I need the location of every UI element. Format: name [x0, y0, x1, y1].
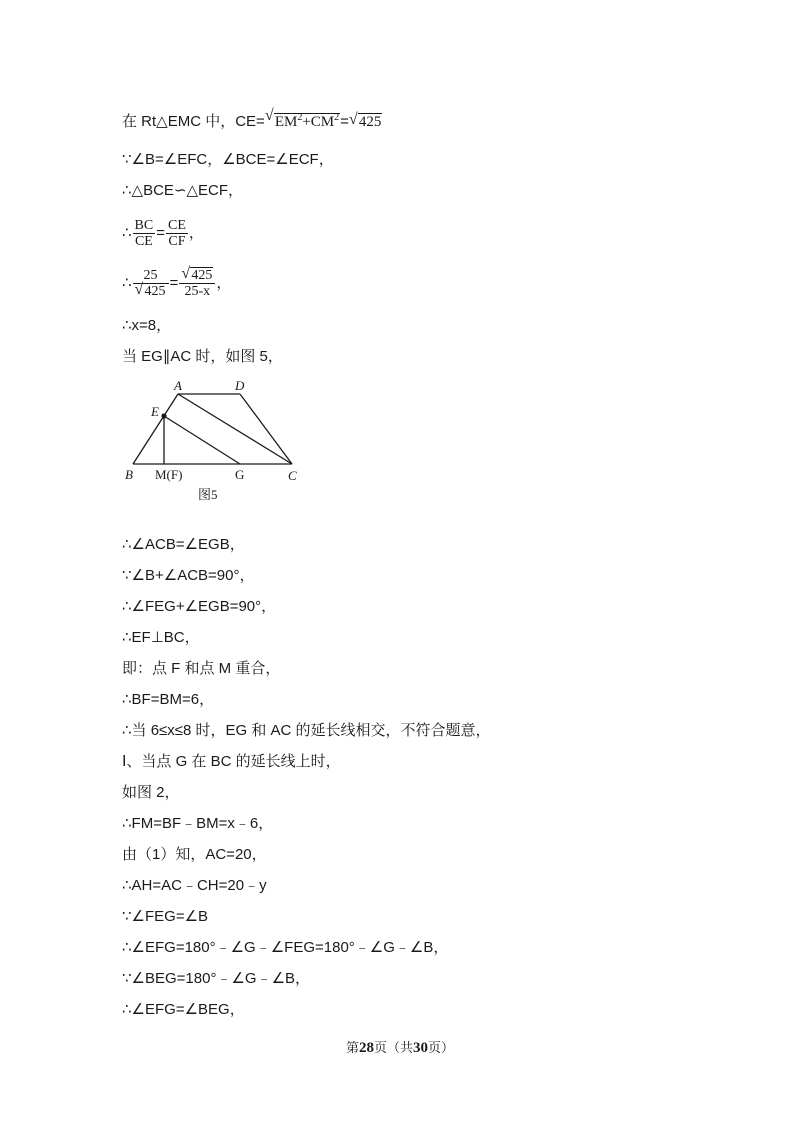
therefore: ∴ [122, 274, 132, 292]
segment-dc [240, 394, 292, 464]
line-9: ∵∠B+∠ACB=90°， [122, 567, 255, 584]
line-22: ∵∠BEG=180°﹣∠G﹣∠B， [122, 970, 311, 987]
line-11: ∴EF⊥BC， [122, 629, 200, 646]
comma: ， [216, 274, 232, 292]
line-10: ∴∠FEG+∠EGB=90°， [122, 598, 277, 615]
line-6: ∴x=8， [122, 317, 172, 334]
label-mf: M(F) [155, 467, 183, 482]
line-15: Ⅰ、当点 G 在 BC 的延长线上时， [122, 753, 341, 770]
line-fraction-2 [122, 265, 232, 299]
radicand: EM [274, 114, 298, 130]
fraction: $\frac{BC}{CE}$ [134, 218, 154, 249]
line-14: ∴当 6≤x≤8 时，EG 和 AC 的延长线相交，不符合题意， [122, 722, 491, 739]
exponent: 2 [297, 112, 303, 123]
label-e: E [151, 404, 159, 419]
therefore: ∴ [122, 224, 132, 242]
line-2: ∵∠B=∠EFC，∠BCE=∠ECF， [122, 151, 334, 168]
line-20: ∵∠FEG=∠B [122, 908, 209, 925]
label-g: G [235, 467, 245, 482]
segment-ac [178, 394, 292, 464]
radicand: +CM [302, 114, 335, 130]
equals: = [169, 274, 179, 292]
segment-eg [164, 416, 240, 464]
line-8: ∴∠ACB=∠EGB， [122, 536, 245, 553]
fraction: √ 425 25-x [179, 268, 215, 299]
figure-caption: 图5 [198, 487, 218, 502]
line-13: ∴BF=BM=6， [122, 691, 215, 708]
footer-text: 页（共 [373, 1040, 413, 1055]
line-19: ∴AH=AC﹣CH=20﹣y [122, 877, 267, 894]
line-21: ∴∠EFG=180°﹣∠G﹣∠FEG=180°﹣∠G﹣∠B， [122, 939, 449, 956]
line-fraction-1 [122, 218, 204, 249]
comma: ， [188, 224, 204, 242]
total-pages: 30 [413, 1040, 428, 1056]
label-d: D [235, 378, 245, 393]
fraction: $\frac{CE}{CF}$ [168, 218, 186, 249]
label-b: B [125, 467, 133, 482]
label-a: A [174, 378, 182, 393]
exponent: 2 [334, 112, 340, 123]
line-23: ∴∠EFG=∠BEG， [122, 1001, 245, 1018]
line-12: 即：点 F 和点 M 重合， [122, 660, 281, 677]
page-footer [0, 1037, 800, 1057]
text: 在 Rt△EMC 中，CE= [122, 113, 265, 130]
label-c: C [288, 468, 297, 483]
line-18: 由（1）知，AC=20， [122, 846, 267, 863]
line-17: ∴FM=BF﹣BM=x﹣6， [122, 815, 274, 832]
line-16: 如图 2， [122, 784, 180, 801]
point-e [161, 413, 166, 418]
line-ce-formula [122, 108, 382, 132]
line-3: ∴△BCE∽△ECF， [122, 182, 244, 199]
sqrt-1: √ $EM^2+CM^2$ [264, 107, 340, 130]
figure-5-diagram [118, 378, 308, 506]
footer-text: 第 [345, 1040, 359, 1055]
equals: = [340, 113, 349, 130]
line-7: 当 EG∥AC 时，如图 5， [122, 348, 283, 365]
equals: = [156, 224, 165, 242]
footer-text: 页） [428, 1040, 455, 1055]
sqrt-2: √ 425 [348, 111, 382, 130]
fraction: 25 √ 425 [133, 268, 169, 299]
page-number: 28 [358, 1040, 374, 1056]
